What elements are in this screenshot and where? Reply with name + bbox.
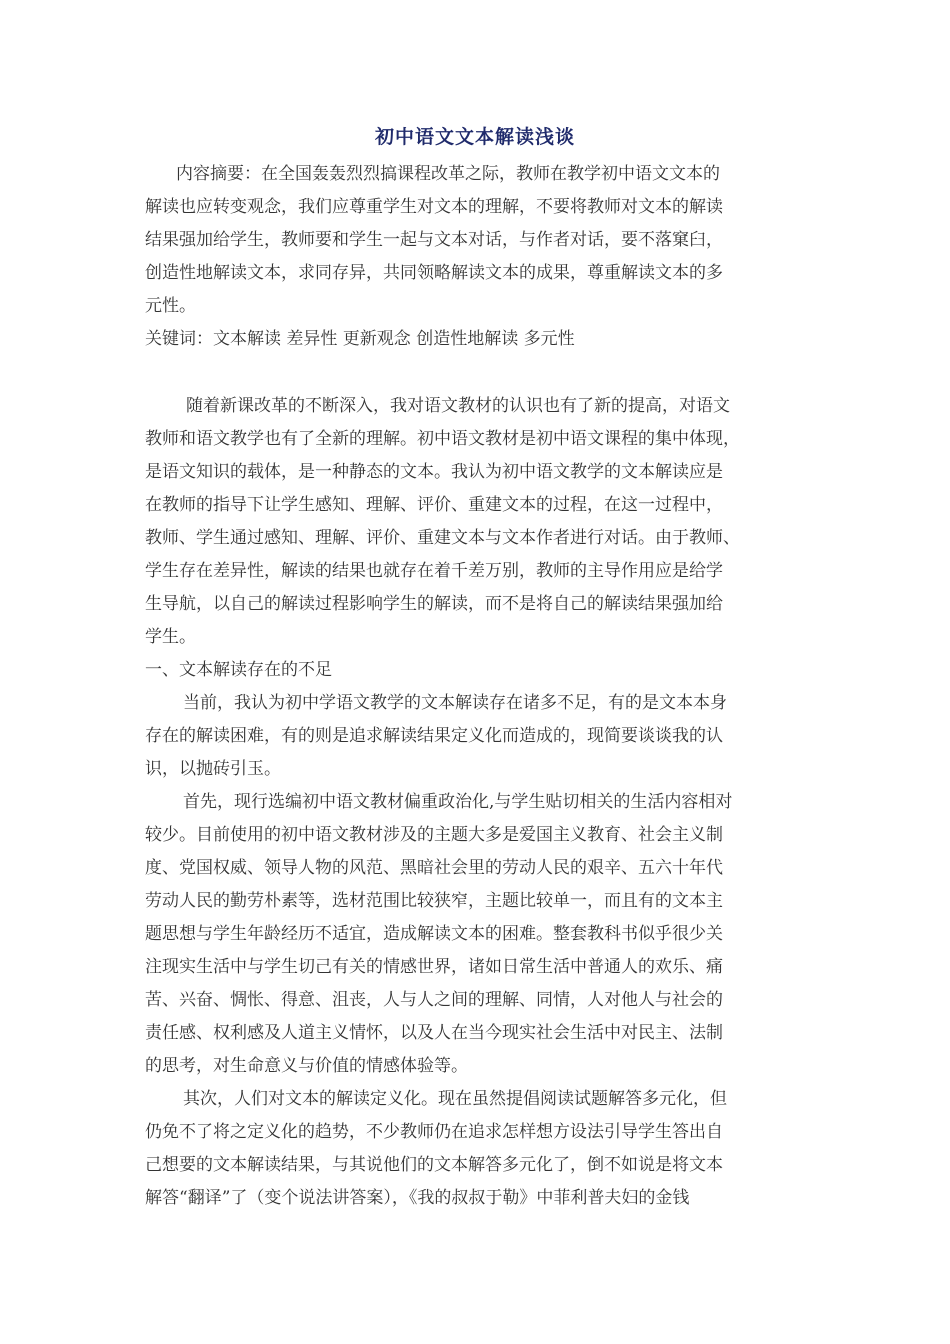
body-line: 教师、学生通过感知、理解、评价、重建文本与文本作者进行对话。由于教师、 — [145, 528, 740, 548]
body-line: 生导航，以自己的解读过程影响学生的解读，而不是将自己的解读结果强加给 — [145, 594, 723, 614]
body-line: 识，以抛砖引玉。 — [145, 759, 281, 779]
document-title: 初中语文文本解读浅谈 — [374, 126, 575, 148]
body-line: 仍免不了将之定义化的趋势，不少教师仍在追求怎样想方设法引导学生答出自 — [145, 1122, 723, 1142]
keywords-line: 关键词：文本解读 差异性 更新观念 创造性地解读 多元性 — [145, 329, 575, 349]
body-line: 是语文知识的载体，是一种静态的文本。我认为初中语文教学的文本解读应是 — [145, 462, 723, 482]
body-line: 的思考，对生命意义与价值的情感体验等。 — [145, 1056, 468, 1076]
abstract-line: 解读也应转变观念，我们应尊重学生对文本的理解，不要将教师对文本的解读 — [145, 197, 723, 217]
body-line: 存在的解读困难，有的则是追求解读结果定义化而造成的，现简要谈谈我的认 — [145, 726, 723, 746]
body-line: 其次，人们对文本的解读定义化。现在虽然提倡阅读试题解答多元化，但 — [183, 1089, 727, 1109]
body-line: 当前，我认为初中学语文教学的文本解读存在诸多不足，有的是文本本身 — [183, 693, 727, 713]
body-line: 首先，现行选编初中语文教材偏重政治化,与学生贴切相关的生活内容相对 — [183, 792, 733, 812]
body-line: 解答“翻译”了（变个说法讲答案），《我的叔叔于勒》中菲利普夫妇的金钱 — [145, 1188, 690, 1208]
body-line: 己想要的文本解读结果，与其说他们的文本解答多元化了，倒不如说是将文本 — [145, 1155, 723, 1175]
body-line: 度、党国权威、领导人物的风范、黑暗社会里的劳动人民的艰辛、五六十年代 — [145, 858, 723, 878]
body-line: 随着新课改革的不断深入，我对语文教材的认识也有了新的提高，对语文 — [186, 396, 730, 416]
body-line: 题思想与学生年龄经历不适宜，造成解读文本的困难。整套教科书似乎很少关 — [145, 924, 723, 944]
body-line: 教师和语文教学也有了全新的理解。初中语文教材是初中语文课程的集中体现， — [145, 429, 740, 449]
body-line: 较少。目前使用的初中语文教材涉及的主题大多是爱国主义教育、社会主义制 — [145, 825, 723, 845]
section-heading: 一、文本解读存在的不足 — [145, 660, 332, 680]
abstract-line: 内容摘要：在全国轰轰烈烈搞课程改革之际，教师在教学初中语文文本的 — [176, 164, 720, 184]
body-line: 苦、兴奋、惆怅、得意、沮丧，人与人之间的理解、同情，人对他人与社会的 — [145, 990, 723, 1010]
body-line: 学生存在差异性，解读的结果也就存在着千差万别，教师的主导作用应是给学 — [145, 561, 723, 581]
body-line: 注现实生活中与学生切己有关的情感世界，诸如日常生活中普通人的欢乐、痛 — [145, 957, 723, 977]
body-line: 劳动人民的勤劳朴素等，选材范围比较狭窄，主题比较单一，而且有的文本主 — [145, 891, 723, 911]
abstract-line: 元性。 — [145, 296, 196, 316]
abstract-line: 创造性地解读文本，求同存异，共同领略解读文本的成果，尊重解读文本的多 — [145, 263, 723, 283]
body-line: 责任感、权利感及人道主义情怀，以及人在当今现实社会生活中对民主、法制 — [145, 1023, 723, 1043]
abstract-line: 结果强加给学生，教师要和学生一起与文本对话，与作者对话，要不落窠臼， — [145, 230, 723, 250]
body-line: 学生。 — [145, 627, 196, 647]
body-line: 在教师的指导下让学生感知、理解、评价、重建文本的过程，在这一过程中， — [145, 495, 723, 515]
